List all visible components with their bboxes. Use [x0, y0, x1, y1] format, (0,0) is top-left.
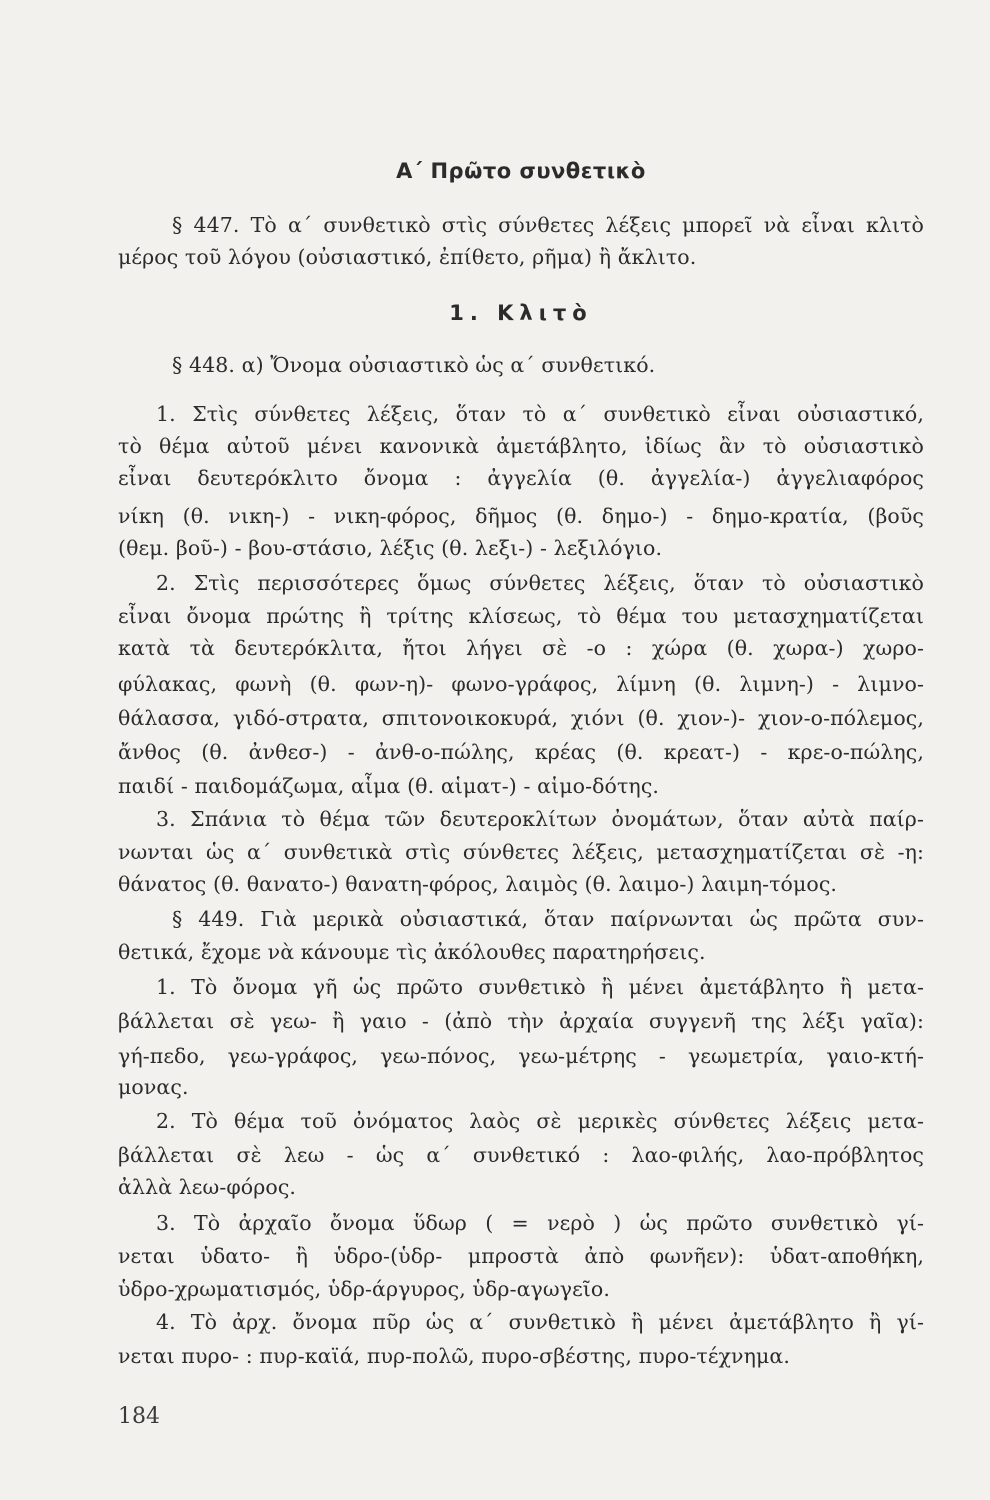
note-1-line-4: μονας.	[118, 1075, 189, 1099]
note-1-line-3: γή-πεδο, γεω-γράφος, γεω-πόνος, γεω-μέτρης - γεωμετρία, γαιο-κτή-	[118, 1044, 924, 1068]
section-heading: Α΄ Πρῶτο συνθετικὸ	[396, 159, 646, 183]
para-448-title: § 448. α) Ὄνομα οὐσιαστικὸ ὡς α΄ συνθετικό.	[172, 353, 656, 377]
note-4-line-2: νεται πυρο- : πυρ-καϊά, πυρ-πολῶ, πυρο-σβέστης, πυρο-τέχνημα.	[118, 1344, 790, 1368]
para-447-line-1: § 447. Τὸ α΄ συνθετικὸ στὶς σύνθετες λέξεις μπορεῖ νὰ εἶναι κλιτὸ	[172, 213, 924, 237]
rule-2-line-5: θάλασσα, γιδό-στρατα, σπιτονοικοκυρά, χιόνι (θ. χιον-)- χιον-ο-πόλεμος,	[118, 706, 924, 730]
rule-2-line-1: 2. Στὶς περισσότερες ὅμως σύνθετες λέξεις, ὅταν τὸ οὐσιαστικὸ	[156, 571, 924, 595]
rule-1-line-5: (θεμ. βοῦ-) - βου-στάσιο, λέξις (θ. λεξι-) - λεξιλόγιο.	[118, 536, 663, 560]
note-3-line-3: ὑδρο-χρωματισμός, ὑδρ-άργυρος, ὑδρ-αγωγεῖο.	[118, 1277, 610, 1301]
subsection-heading: 1. Κλιτὸ	[449, 301, 593, 325]
rule-1-line-1: 1. Στὶς σύνθετες λέξεις, ὅταν τὸ α΄ συνθετικὸ εἶναι οὐσιαστικό,	[156, 402, 924, 426]
note-3-line-1: 3. Τὸ ἀρχαῖο ὄνομα ὕδωρ ( = νερὸ ) ὡς πρῶτο συνθετικὸ γί-	[156, 1211, 924, 1235]
note-2-line-2: βάλλεται σὲ λεω - ὡς α΄ συνθετικό : λαο-φιλής, λαο-πρόβλητος	[118, 1143, 924, 1167]
rule-1-line-4: νίκη (θ. νικη-) - νικη-φόρος, δῆμος (θ. δημο-) - δημο-κρατία, (βοῦς	[118, 504, 924, 528]
rule-2-line-4: φύλακας, φωνὴ (θ. φων-η)- φωνο-γράφος, λίμνη (θ. λιμνη-) - λιμνο-	[118, 672, 924, 696]
rule-2-line-7: παιδί - παιδομάζωμα, αἷμα (θ. αἱματ-) - αἱμο-δότης.	[118, 774, 660, 798]
rule-3-line-3: θάνατος (θ. θανατο-) θανατη-φόρος, λαιμὸς (θ. λαιμο-) λαιμη-τόμος.	[118, 872, 838, 896]
para-447-line-2: μέρος τοῦ λόγου (οὐσιαστικό, ἐπίθετο, ρῆμα) ἢ ἄκλιτο.	[118, 245, 697, 269]
rule-3-line-1: 3. Σπάνια τὸ θέμα τῶν δευτεροκλίτων ὀνομάτων, ὅταν αὐτὰ παίρ-	[156, 807, 924, 831]
note-1-line-1: 1. Τὸ ὄνομα γῆ ὡς πρῶτο συνθετικὸ ἢ μένει ἀμετάβλητο ἢ μετα-	[156, 975, 924, 999]
note-2-line-3: ἀλλὰ λεω-φόρος.	[118, 1175, 297, 1199]
note-1-line-2: βάλλεται σὲ γεω- ἢ γαιο - (ἀπὸ τὴν ἀρχαία συγγενῆ της λέξι γαῖα):	[118, 1009, 924, 1033]
note-3-line-2: νεται ὑδατο- ἢ ὑδρο-(ὑδρ- μπροστὰ ἀπὸ φωνῆεν): ὑδατ-αποθήκη,	[118, 1244, 924, 1268]
para-449-line-1: § 449. Γιὰ μερικὰ οὐσιαστικά, ὅταν παίρνωνται ὡς πρῶτα συν-	[172, 907, 924, 931]
note-2-line-1: 2. Τὸ θέμα τοῦ ὀνόματος λαὸς σὲ μερικὲς σύνθετες λέξεις μετα-	[156, 1109, 924, 1133]
rule-1-line-3: εἶναι δευτερόκλιτο ὄνομα : ἀγγελία (θ. ἀγγελία-) ἀγγελιαφόρος	[118, 466, 924, 490]
rule-2-line-2: εἶναι ὄνομα πρώτης ἢ τρίτης κλίσεως, τὸ θέμα του μετασχηματίζεται	[118, 604, 924, 628]
rule-1-line-2: τὸ θέμα αὐτοῦ μένει κανονικὰ ἀμετάβλητο, ἰδίως ἂν τὸ οὐσιαστικὸ	[118, 434, 924, 458]
rule-2-line-6: ἄνθος (θ. ἀνθεσ-) - ἀνθ-ο-πώλης, κρέας (θ. κρεατ-) - κρε-ο-πώλης,	[118, 740, 924, 764]
para-449-line-2: θετικά, ἔχομε νὰ κάνουμε τὶς ἀκόλουθες παρατηρήσεις.	[118, 940, 706, 964]
rule-3-line-2: νωνται ὡς α΄ συνθετικὰ στὶς σύνθετες λέξεις, μετασχηματίζεται σὲ -η:	[118, 840, 924, 864]
rule-2-line-3: κατὰ τὰ δευτερόκλιτα, ἤτοι λήγει σὲ -ο : χώρα (θ. χωρα-) χωρο-	[118, 636, 924, 660]
note-4-line-1: 4. Τὸ ἀρχ. ὄνομα πῦρ ὡς α΄ συνθετικὸ ἢ μένει ἀμετάβλητο ἢ γί-	[156, 1310, 924, 1334]
page-number: 184	[118, 1404, 160, 1429]
